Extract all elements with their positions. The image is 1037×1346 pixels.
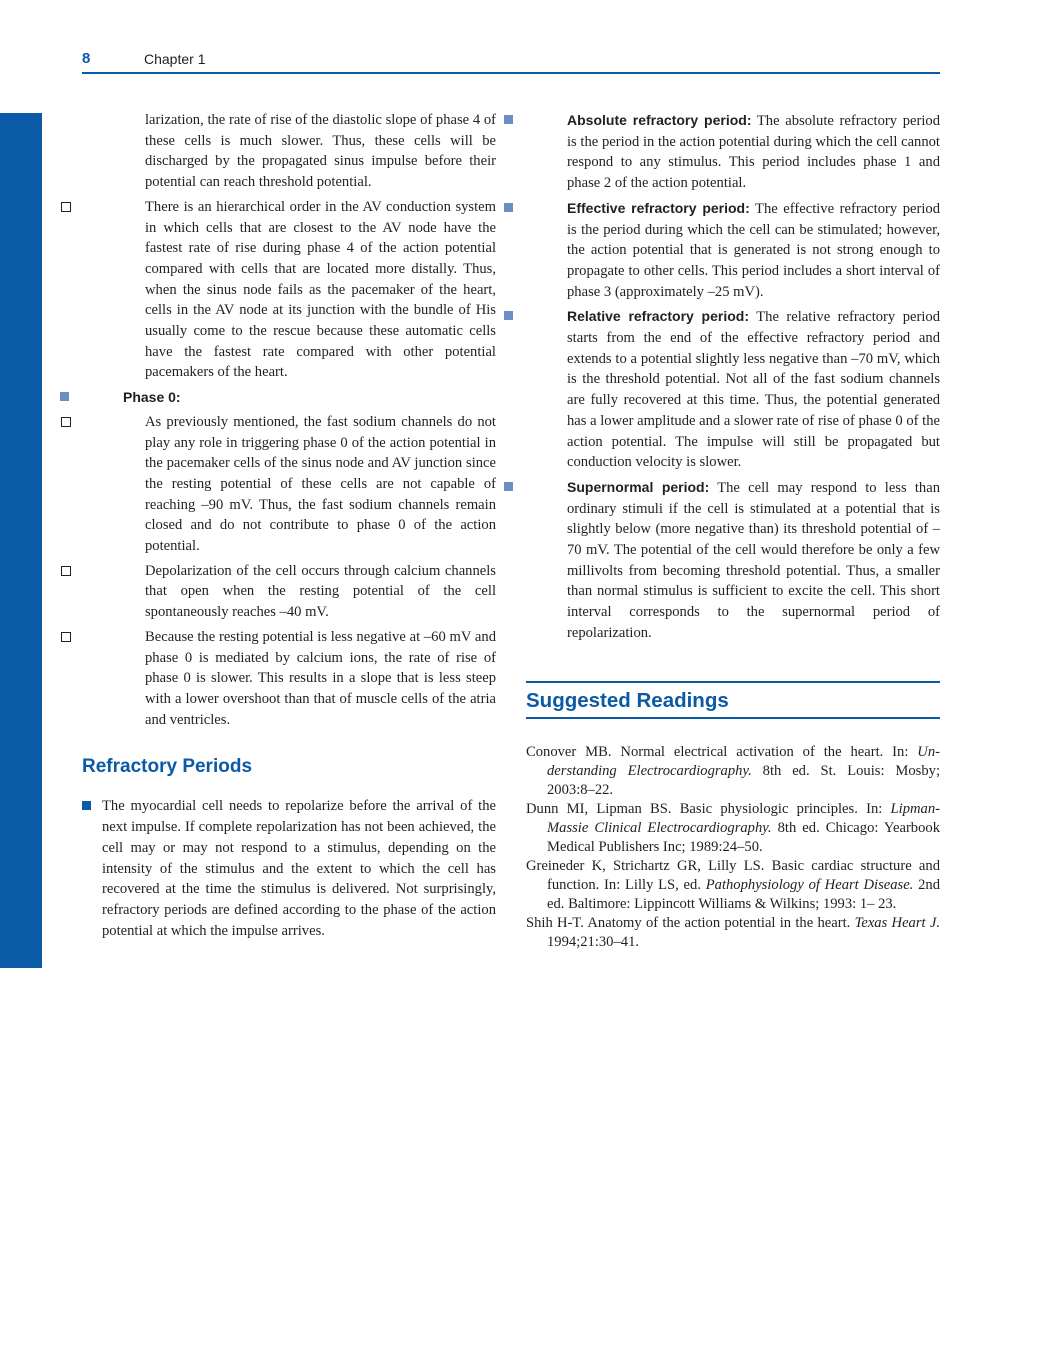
open-square-bullet-icon [61, 632, 71, 642]
sub-item-text: Because the resting potential is less negative at –60 mV and phase 0 is mediated by calcium ions, the rate of rise of phase 0 is slower. This results in a slope that is less steep with a lower overshoot than that of muscle cells of the atria and ventricles. [145, 628, 496, 728]
reference-list [526, 743, 940, 952]
phase0-label: Phase 0: [123, 389, 181, 406]
sub-item-text: There is an hierarchical order in the AV conduction system in which cells that are closest to the AV node have the fastest rate of rise during phase 4 of the action potential compared with cells that are located more distally. Thus, when the sinus node fails as the pacemaker of the heart, cells in the AV node at its junction with the bundle of His usually come to the rescue because these automatic cells have the fastest rate compared with other potential pacemakers of the heart. [145, 198, 496, 381]
readings-heading: Suggested Readings [526, 689, 729, 712]
square-bullet-icon [504, 203, 513, 212]
sub-item-text: Depolarization of the cell occurs through calcium channels that open when the resting potential of the cell spontaneously reaches –40 mV. [145, 562, 496, 621]
refractory-text: The myocardial cell needs to repolarize before the arrival of the next impulse. If complete repolarization has not been achieved, the cell may or may not respond to a stimulus, depending on the intensity of the stimulus and the extent to which the cell has recovered at the time the stimulus is delivered. Not surprisingly, refractory periods are defined according to the phase of the action potential at which the impulse arrives. [102, 798, 496, 939]
left-column [82, 110, 496, 945]
list-item-effective [526, 198, 940, 303]
reference-item: Conover MB. Normal electrical activation of the heart. In: Understanding Electrocardiography. 8th ed. St. Louis: Mosby; 2003:8–22. [526, 744, 940, 798]
page-number: 8 [82, 50, 91, 67]
item-label: Relative refractory period: [567, 308, 749, 325]
chapter-label: Chapter 1 [144, 51, 206, 67]
item-label: Supernormal period: [567, 478, 710, 495]
side-color-bar [0, 113, 42, 968]
open-square-bullet-icon [61, 202, 71, 212]
reference-item: Greineder K, Strichartz GR, Lilly LS. Basic cardiac structure and function. In: Lilly LS, ed. Pathophysiology of Heart Disease. 2nd ed. Baltimore: Lippincott Williams & Wilkins; 1993: 1– 23. [526, 858, 940, 912]
item-text: The cell may respond to less than ordinary stimuli if the cell is stimulated at a potential that is slightly below (more negative than) its threshold potential of –70 mV. The potential of the cell would therefore be only a few millivolts from becoming threshold potential. Thus, a smaller than normal stimulus is sufficient to excite the cell. This short interval corresponds to the supernormal period of repolarization. [567, 479, 940, 641]
item-text: The absolute refractory period is the period in the action potential during which the cell cannot respond to any stimulus. This period includes phase 1 and phase 2 of the action potential. [567, 113, 940, 192]
open-square-bullet-icon [61, 566, 71, 576]
continued-paragraph: larization, the rate of rise of the diastolic slope of phase 4 of these cells is much slower. Thus, these cells will be discharged by the propagated sinus impulse before their potential can reach threshold potential. [145, 112, 496, 191]
list-item [82, 796, 496, 941]
item-label: Absolute refractory period: [567, 112, 752, 128]
list-item [82, 197, 496, 383]
square-bullet-icon [504, 311, 513, 320]
square-bullet-icon [82, 801, 91, 810]
section-heading-refractory: Refractory Periods [82, 756, 253, 778]
square-bullet-icon [504, 115, 513, 124]
item-text: The relative refractory period starts from the end of the effective refractory period and extends to a potential slightly less negative than –70 mV, which is the threshold potential. Not all of the fast sodium channels are fully recovered at this time. Thus, the potential generated has a lower amplitude and a slower rate of rise of phase 0 of the action potential. The impulse will still be propagated but conduction velocity is slower. [567, 309, 940, 471]
open-square-bullet-icon [61, 417, 71, 427]
item-text: The effective refractory period is the period during which the cell can be stimulated; however, the action potential that is generated is not strong enough to propagate to other cells. This period includes a short interval of phase 3 (approximately –25 mV). [567, 200, 940, 300]
list-item [82, 561, 496, 623]
right-column [526, 110, 940, 648]
list-item-phase0 [82, 387, 496, 408]
reference-item: Shih H-T. Anatomy of the action potential in the heart. Texas Heart J. 1994;21:30–41. [526, 915, 940, 950]
readings-bottom-rule [526, 717, 940, 719]
list-item-absolute [526, 110, 940, 194]
square-bullet-icon [504, 482, 513, 491]
list-item-supernormal [526, 477, 940, 644]
header-rule [82, 72, 940, 74]
suggested-readings-header [526, 681, 940, 719]
item-label: Effective refractory period: [567, 199, 750, 216]
list-item-relative [526, 306, 940, 473]
list-item [82, 412, 496, 557]
reference-item: Dunn MI, Lipman BS. Basic physiologic principles. In: Lipman-Massie Clinical Electrocardiography. 8th ed. Chicago: Yearbook Medical Publishers Inc; 1989:24–50. [526, 801, 940, 855]
square-bullet-icon [60, 392, 69, 401]
list-item [82, 627, 496, 731]
sub-item-text: As previously mentioned, the fast sodium channels do not play any role in triggering phase 0 of the action potential in the pacemaker cells of the sinus node and AV junction since the resting potential of these cells are not capable of reaching –90 mV. Thus, the fast sodium channels remain closed and do not contribute to phase 0 of the action potential. [145, 413, 496, 555]
